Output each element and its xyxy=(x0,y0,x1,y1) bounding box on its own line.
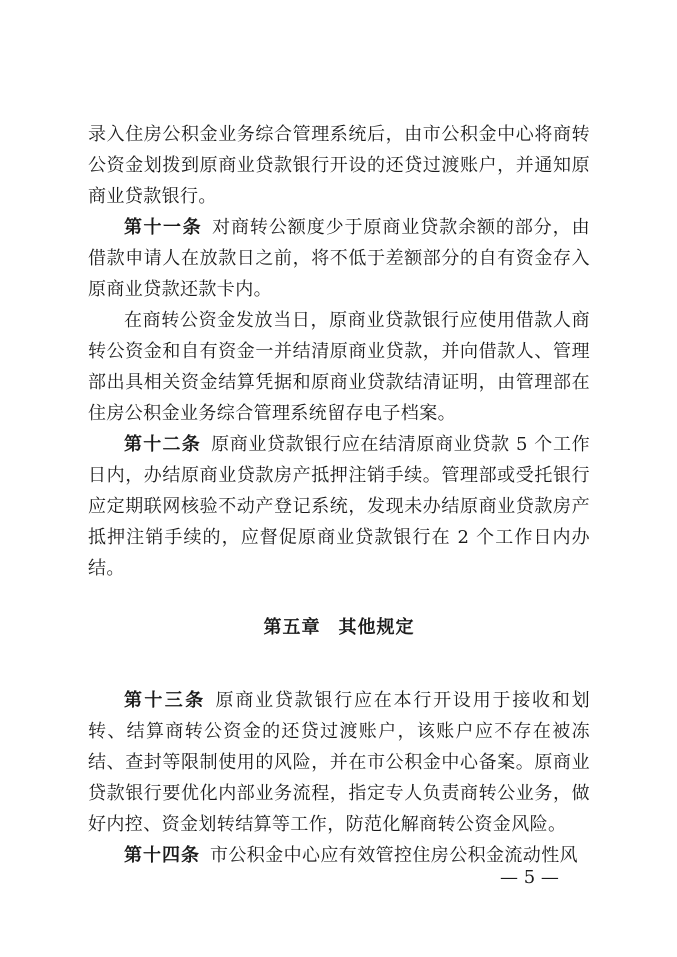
document-body xyxy=(88,119,590,871)
paragraph-text: 录入住房公积金业务综合管理系统后，由市公积金中心将商转公资金划拨到原商业贷款银行开设的还贷过渡账户，并通知原商业贷款银行。 xyxy=(88,124,590,207)
chapter-number: 第五章 xyxy=(263,617,321,638)
article-12 xyxy=(88,429,590,584)
article-number: 第十一条 xyxy=(124,217,203,238)
article-13 xyxy=(88,685,590,840)
article-11-paragraph-2 xyxy=(88,305,590,429)
paragraph-text: 原商业贷款银行应在结清原商业贷款 5 个工作日内，办结原商业贷款房产抵押注销手续。管理部或受托银行应定期联网核验不动产登记系统，发现未办结原商业贷款房产抵押注销手续的，应督促原商业贷款银行在 2 个工作日内办结。 xyxy=(88,434,591,579)
page-number: — 5 — xyxy=(500,867,559,888)
paragraph-continuation xyxy=(88,119,590,212)
chapter-heading xyxy=(88,584,590,685)
article-11 xyxy=(88,212,590,305)
chapter-title: 其他规定 xyxy=(338,617,415,638)
article-number: 第十三条 xyxy=(124,690,206,711)
paragraph-text: 原商业贷款银行应在本行开设用于接收和划转、结算商转公资金的还贷过渡账户，该账户应不存在被冻结、查封等限制使用的风险，并在市公积金中心备案。原商业贷款银行要优化内部业务流程，指定专人负责商转公业务，做好内控、资金划转结算等工作，防范化解商转公资金风险。 xyxy=(88,690,590,835)
paragraph-text: 对商转公额度少于原商业贷款余额的部分，由借款申请人在放款日之前，将不低于差额部分的自有资金存入原商业贷款还款卡内。 xyxy=(88,217,591,300)
article-number: 第十四条 xyxy=(124,845,200,866)
paragraph-text: 在商转公资金发放当日，原商业贷款银行应使用借款人商转公资金和自有资金一并结清原商业贷款，并向借款人、管理部出具相关资金结算凭据和原商业贷款结清证明，由管理部在住房公积金业务综合管理系统留存电子档案。 xyxy=(88,310,590,424)
article-number: 第十二条 xyxy=(124,434,202,455)
paragraph-text: 市公积金中心应有效管控住房公积金流动性风 xyxy=(210,845,578,866)
